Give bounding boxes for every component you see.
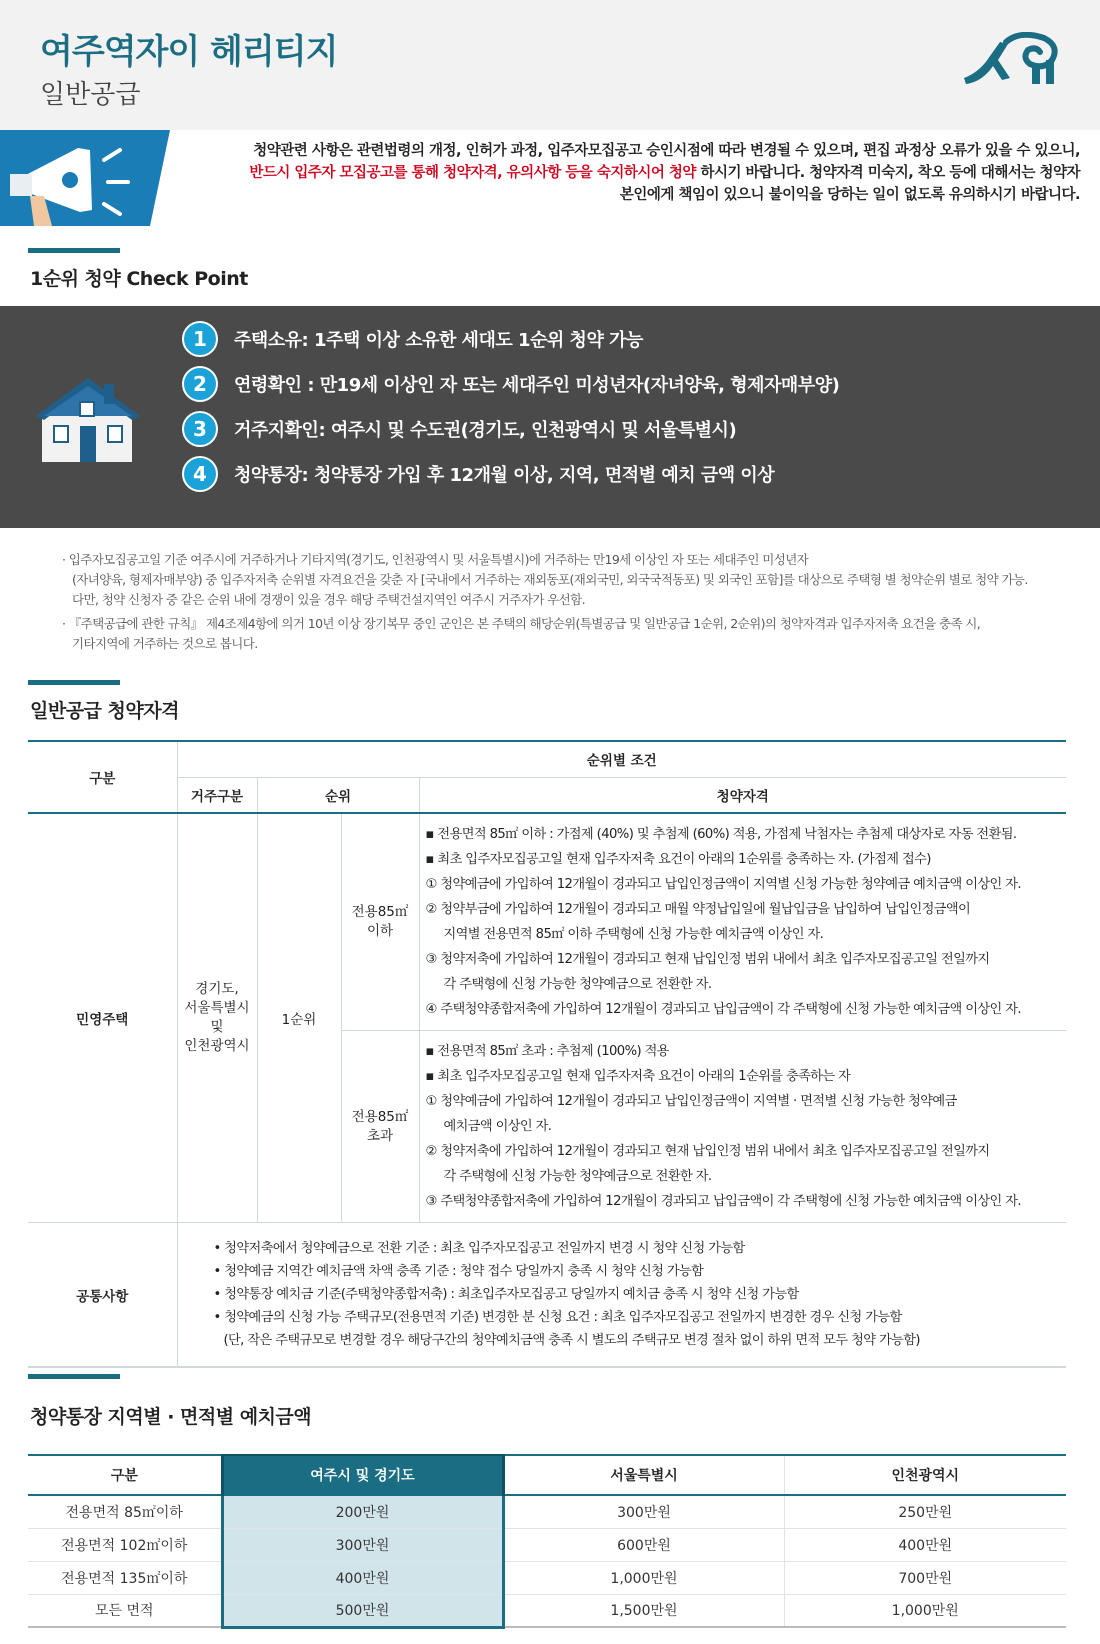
note-2-line-1: · 『주택공급에 관한 규칙』 제4조제4항에 의거 10년 이상 장기복무 중인 군인은 본 주택의 해당순위(특별공급 및 일반공급 1순위, 2순위)의 청약자격과 입주자저축 요건을 충족 시, <box>62 616 981 631</box>
common-line: • 청약예금 지역간 예치금액 차액 충족 기준 : 청약 접수 당일까지 충족 시 청약 신청 가능함 <box>213 1264 704 1279</box>
notice-line-3: 본인에게 책임이 있으니 불이익을 당하는 일이 없도록 유의하시기 바랍니다. <box>619 187 1080 203</box>
notes <box>62 550 1092 658</box>
deposit-header: 여주시 및 경기도 <box>222 1455 503 1495</box>
deposit-cell: 모든 면적 <box>28 1594 222 1627</box>
qual-line: 예치금액 이상인 자. <box>443 1119 552 1134</box>
common-label: 공통사항 <box>28 1223 177 1368</box>
area-over-85-label <box>341 1031 419 1223</box>
deposit-cell: 500만원 <box>222 1594 503 1627</box>
notice-line-2 <box>190 162 1080 184</box>
deposit-cell: 400만원 <box>784 1528 1066 1561</box>
page-subtitle: 일반공급 <box>40 80 141 110</box>
notice-text <box>190 140 1080 206</box>
note-2-line-2: 기타지역에 거주하는 것으로 봅니다. <box>72 636 258 651</box>
table-row <box>28 1528 1066 1561</box>
section-bar <box>28 1374 120 1379</box>
qual-line: ③ 주택청약종합저축에 가입하여 12개월이 경과되고 납입금액이 각 주택형에 신청 가능한 예치금액 이상인 자. <box>425 1194 1021 1209</box>
checkpoint-text: 청약통장: 청약통장 가입 후 12개월 이상, 지역, 면적별 예치 금액 이상 <box>234 465 775 486</box>
header-condition: 순위별 조건 <box>177 741 1066 777</box>
deposit-cell: 1,000만원 <box>503 1561 784 1594</box>
deposit-cell: 300만원 <box>222 1528 503 1561</box>
deposit-cell: 1,000만원 <box>784 1594 1066 1627</box>
deposit-header: 인천광역시 <box>784 1455 1066 1495</box>
checkpoint-item <box>182 367 839 401</box>
table-row <box>28 1594 1066 1627</box>
deposit-cell: 300만원 <box>503 1495 784 1528</box>
deposit-cell: 200만원 <box>222 1495 503 1528</box>
common-line: • 청약통장 예치금 기준(주택청약종합저축) : 최초입주자모집공고 당일까지 예치금 충족 시 청약 신청 가능함 <box>213 1287 799 1302</box>
over-85-qualifications <box>419 1031 1066 1223</box>
checkpoint-item <box>182 322 643 356</box>
qual-line: ① 청약예금에 가입하여 12개월이 경과되고 납입인정금액이 지역별 · 면적별 신청 가능한 청약예금 <box>425 1094 957 1109</box>
qual-line: ▪ 전용면적 85㎡ 초과 : 추첨제 (100%) 적용 <box>425 1044 669 1059</box>
note-1-line-3: 다만, 청약 신청자 중 같은 순위 내에 경쟁이 있을 경우 해당 주택건설지역인 여주시 거주자가 우선함. <box>72 592 585 607</box>
note-1-line-1: · 입주자모집공고일 기준 여주시에 거주하거나 기타지역(경기도, 인천광역시 및 서울특별시)에 거주하는 만19세 이상인 자 또는 세대주인 미성년자 <box>62 552 809 567</box>
common-conditions <box>177 1223 1066 1368</box>
qual-line: ② 청약저축에 가입하여 12개월이 경과되고 현재 납입인정 범위 내에서 최초 입주자모집공고일 전일까지 <box>425 1144 990 1159</box>
megaphone-icon <box>0 130 178 226</box>
table-row <box>28 1495 1066 1528</box>
deposit-cell: 700만원 <box>784 1561 1066 1594</box>
deposit-table <box>28 1454 1066 1629</box>
qual-line: 각 주택형에 신청 가능한 청약예금으로 전환한 자. <box>443 977 712 992</box>
header-rank: 순위 <box>257 777 419 813</box>
number-badge: 4 <box>182 456 218 492</box>
deposit-header-row <box>28 1455 1066 1495</box>
page-header <box>0 0 1100 130</box>
header-residence: 거주구분 <box>177 777 257 813</box>
qual-line: ▪ 최초 입주자모집공고일 현재 입주자저축 요건이 아래의 1순위를 충족하는 자 <box>425 1069 851 1084</box>
area-under-85-label <box>341 813 419 1031</box>
residence-line: 경기도, <box>195 981 239 997</box>
notice-line-2-rest: 하시기 바랍니다. 청약자격 미숙지, 착오 등에 대해서는 청약자 <box>695 165 1080 181</box>
common-line: • 청약저축에서 청약예금으로 전환 기준 : 최초 입주자모집공고 전일까지 변경 시 청약 신청 가능함 <box>213 1241 745 1256</box>
common-line: (단, 작은 주택규모로 변경할 경우 해당구간의 청약예치금액 충족 시 별도의 주택규모 변경 절차 없이 하위 면적 모두 청약 가능함) <box>223 1333 920 1348</box>
checkpoint-text: 연령확인 : 만19세 이상인 자 또는 세대주인 미성년자(자녀양육, 형제자매부양) <box>234 375 840 396</box>
private-housing-label: 민영주택 <box>28 813 177 1223</box>
deposit-cell: 250만원 <box>784 1495 1066 1528</box>
residence-line: 인천광역시 <box>184 1038 250 1054</box>
qual-line: ① 청약예금에 가입하여 12개월이 경과되고 납입인정금액이 지역별 신청 가능한 청약예금 예치금액 이상인 자. <box>425 877 1021 892</box>
number-badge: 1 <box>182 321 218 357</box>
rank-cell: 1순위 <box>257 813 341 1223</box>
deposit-cell: 1,500만원 <box>503 1594 784 1627</box>
checkpoint-text: 거주지확인: 여주시 및 수도권(경기도, 인천광역시 및 서울특별시) <box>234 420 737 441</box>
qual-line: ④ 주택청약종합저축에 가입하여 12개월이 경과되고 납입금액이 각 주택형에 신청 가능한 예치금액 이상인 자. <box>425 1002 1021 1017</box>
header-gubun: 구분 <box>28 741 177 813</box>
area-label-line: 전용85㎡ <box>351 904 409 920</box>
qual-line: ▪ 전용면적 85㎡ 이하 : 가점제 (40%) 및 추첨제 (60%) 적용, 가점제 낙첨자는 추첨제 대상자로 자동 전환됨. <box>425 827 1017 842</box>
checkpoint-item <box>182 412 736 446</box>
residence-line: 서울특별시 <box>184 1000 250 1016</box>
area-label-line: 전용85㎡ <box>351 1108 409 1125</box>
area-label-line: 초과 <box>366 1127 394 1144</box>
residence-cell <box>177 813 257 1223</box>
area-label-line: 이하 <box>366 923 394 939</box>
residence-line: 및 <box>210 1019 224 1035</box>
notice-warning: 반드시 입주자 모집공고를 통해 청약자격, 유의사항 등을 숙지하시어 청약 <box>249 165 696 181</box>
deposit-header: 구분 <box>28 1455 222 1495</box>
qual-line: ③ 청약저축에 가입하여 12개월이 경과되고 현재 납입인정 범위 내에서 최초 입주자모집공고일 전일까지 <box>425 952 990 967</box>
section-bar <box>28 248 120 253</box>
deposit-title: 청약통장 지역별 · 면적별 예치금액 <box>30 1406 312 1428</box>
deposit-cell: 전용면적 85㎡이하 <box>28 1495 222 1528</box>
qual-line: 각 주택형에 신청 가능한 청약예금으로 전환한 자. <box>443 1169 712 1184</box>
header-qualification: 청약자격 <box>419 777 1066 813</box>
number-badge: 3 <box>182 411 218 447</box>
xi-logo-icon <box>960 32 1064 92</box>
page-title: 여주역자이 헤리티지 <box>40 32 338 72</box>
qual-line: ② 청약부금에 가입하여 12개월이 경과되고 매월 약정납입일에 월납입금을 납입하여 납입인정금액이 <box>425 902 971 917</box>
qual-line: 지역별 전용면적 85㎡ 이하 주택형에 신청 가능한 예치금액 이상인 자. <box>443 927 824 942</box>
qual-line: ▪ 최초 입주자모집공고일 현재 입주자저축 요건이 아래의 1순위를 충족하는 자. (가점제 접수) <box>425 852 931 867</box>
checkpoint-title: 1순위 청약 Check Point <box>30 268 248 290</box>
note-1 <box>62 550 1092 610</box>
qualification-title: 일반공급 청약자격 <box>30 700 179 722</box>
under-85-qualifications <box>419 813 1066 1031</box>
note-2 <box>62 614 1092 654</box>
deposit-cell: 400만원 <box>222 1561 503 1594</box>
deposit-header: 서울특별시 <box>503 1455 784 1495</box>
checkpoint-box <box>0 306 1100 528</box>
checkpoint-item <box>182 457 774 491</box>
note-1-line-2: (자녀양육, 형제자매부양) 중 입주자저축 순위별 자격요건을 갖춘 자 [국내에서 거주하는 재외동포(재외국민, 외국국적동포) 및 외국인 포함]를 대상으로 주택형 별 청약순위 별로 청약 가능. <box>72 572 1028 587</box>
house-icon <box>36 376 140 462</box>
qualification-table <box>28 740 1066 1368</box>
table-row <box>28 1561 1066 1594</box>
deposit-cell: 전용면적 135㎡이하 <box>28 1561 222 1594</box>
common-line: • 청약예금의 신청 가능 주택규모(전용면적 기준) 변경한 분 신청 요건 : 최초 입주자모집공고 전일까지 변경한 경우 신청 가능함 <box>213 1310 902 1325</box>
notice-line-1: 청약관련 사항은 관련법령의 개정, 인허가 과정, 입주자모집공고 승인시점에 따라 변경될 수 있으며, 편집 과정상 오류가 있을 수 있으니, <box>253 143 1080 159</box>
number-badge: 2 <box>182 366 218 402</box>
deposit-cell: 600만원 <box>503 1528 784 1561</box>
section-bar <box>28 680 120 685</box>
checkpoint-text: 주택소유: 1주택 이상 소유한 세대도 1순위 청약 가능 <box>234 330 643 351</box>
deposit-cell: 전용면적 102㎡이하 <box>28 1528 222 1561</box>
